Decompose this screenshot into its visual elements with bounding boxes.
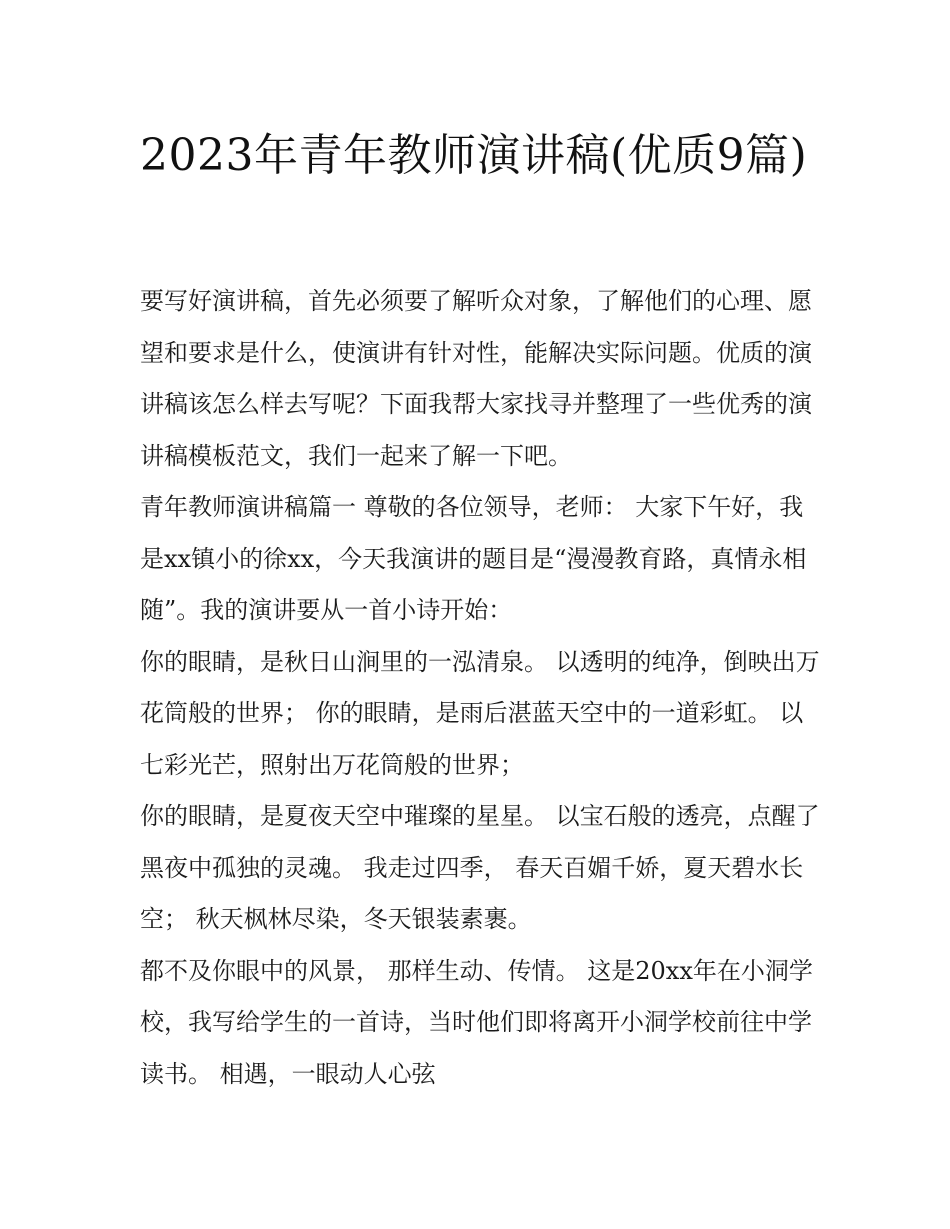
paragraph-intro: 要写好演讲稿，首先必须要了解听众对象，了解他们的心理、愿望和要求是什么，使演讲有针对性，能解决实际问题。优质的演讲稿该怎么样去写呢？下面我帮大家找寻并整理了一些优秀的演讲稿模板范文，我们一起来了解一下吧。: [140, 287, 812, 470]
paragraph-greeting: 青年教师演讲稿篇一 尊敬的各位领导，老师： 大家下午好，我是xx镇小的徐xx，今天我演讲的题目是“漫漫教育路，真情永相随”。我的演讲要从一首小诗开始：: [140, 493, 807, 624]
paragraph-poem-summer: 你的眼睛，是夏夜天空中璀璨的星星。 以宝石般的透亮，点醒了黑夜中孤独的灵魂。 我走过四季， 春天百媚千娇，夏天碧水长空； 秋天枫林尽染，冬天银装素裹。: [140, 802, 820, 933]
document-title: 2023年青年教师演讲稿(优质9篇): [140, 130, 808, 181]
paragraph-poem-context: 都不及你眼中的风景， 那样生动、传情。 这是20xx年在小洞学校，我写给学生的一首诗，当时他们即将离开小洞学校前往中学读书。 相遇，一眼动人心弦: [140, 956, 813, 1088]
document-body: [140, 276, 820, 1100]
paragraph-poem-autumn: 你的眼睛，是秋日山涧里的一泓清泉。 以透明的纯净，倒映出万花筒般的世界； 你的眼睛，是雨后湛蓝天空中的一道彩虹。 以七彩光芒，照射出万花筒般的世界；: [140, 647, 820, 779]
